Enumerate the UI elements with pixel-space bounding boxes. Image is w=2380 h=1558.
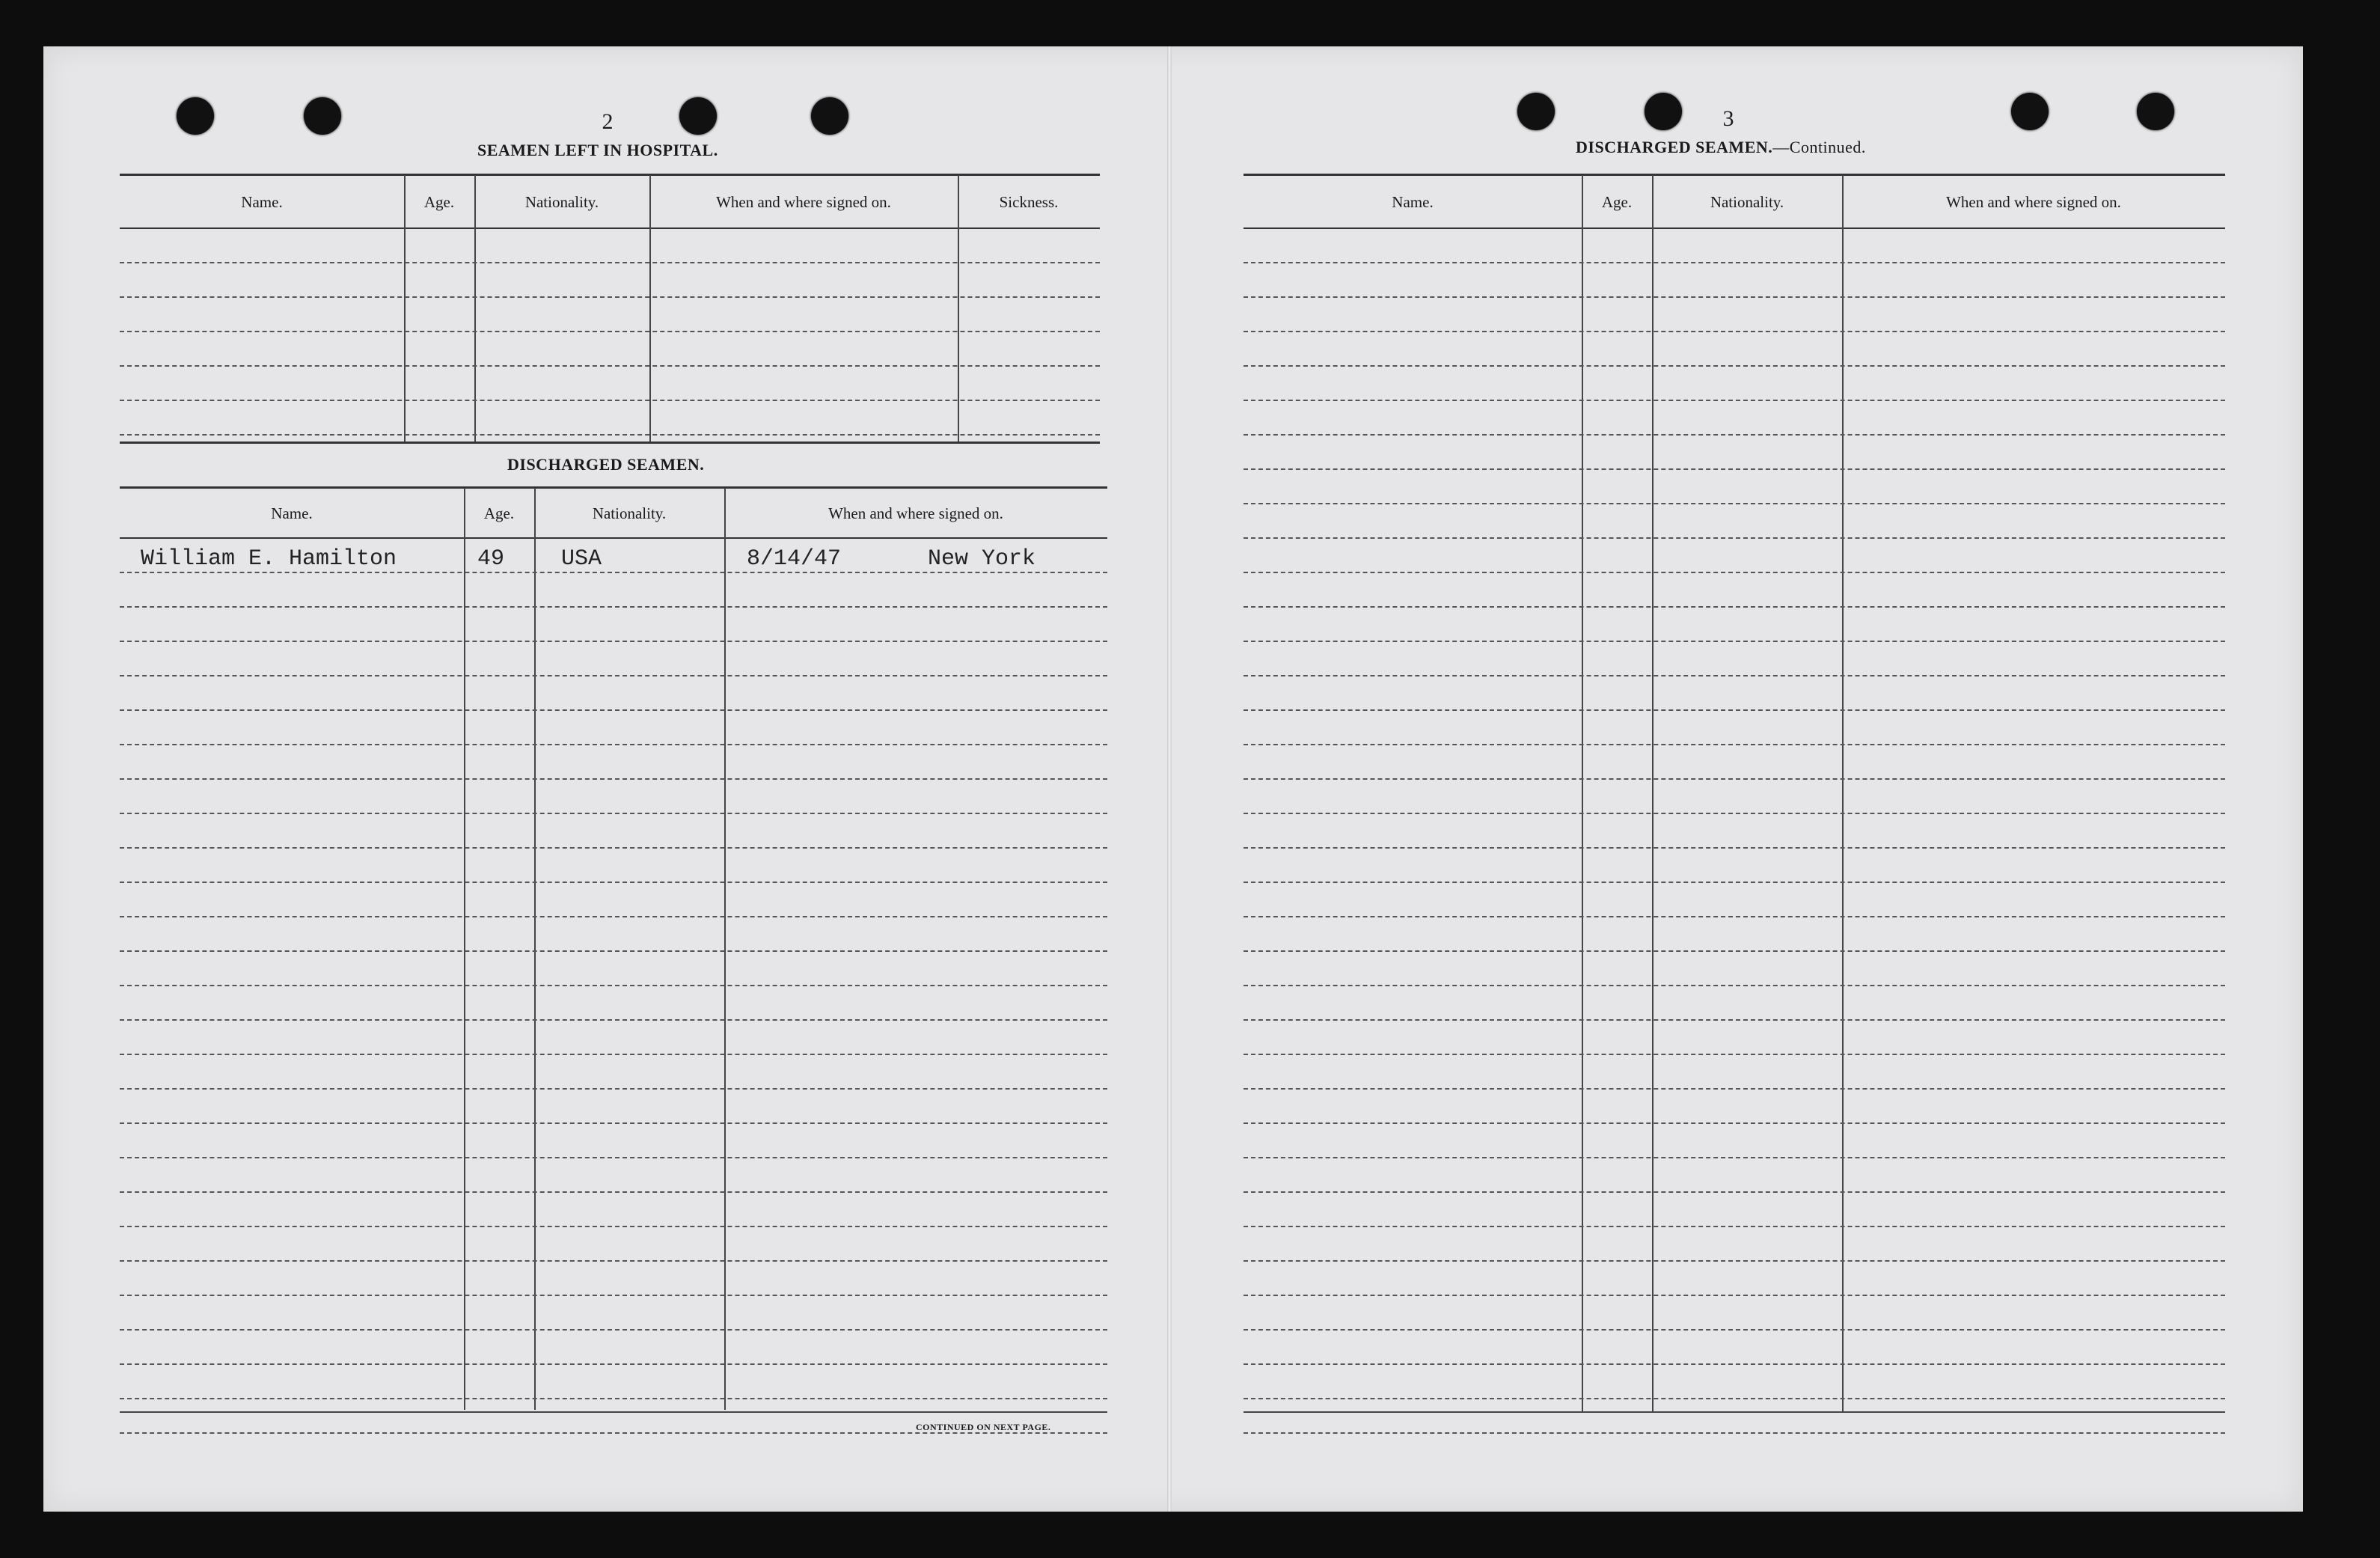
- table-row: [120, 1296, 1107, 1331]
- table-row: [120, 367, 1100, 401]
- punch-hole: [304, 97, 341, 135]
- continued-note: CONTINUED ON NEXT PAGE.: [916, 1422, 1051, 1432]
- discharged-table-right: [1243, 174, 2225, 1423]
- document-sheet: [43, 46, 2303, 1512]
- discharged-table-left: [120, 486, 1107, 1422]
- discharged-section-title: DISCHARGED SEAMEN.: [507, 455, 705, 474]
- table-row: [120, 229, 1100, 263]
- table-row: [120, 263, 1100, 298]
- col-header-signed-on: When and where signed on.: [716, 193, 891, 211]
- table-row: [1243, 1331, 2225, 1365]
- seaman-signed-place: New York: [928, 546, 1036, 572]
- table-row: [1243, 332, 2225, 367]
- table-row: [120, 401, 1100, 436]
- punch-hole: [811, 97, 848, 135]
- table-row: [1243, 676, 2225, 711]
- table-row: [1243, 1399, 2225, 1434]
- table-row: [120, 1262, 1107, 1296]
- table-row: [120, 849, 1107, 883]
- table-row: [120, 986, 1107, 1021]
- table-row: [120, 1055, 1107, 1090]
- table-row: [120, 883, 1107, 917]
- col-header-age: Age.: [1601, 193, 1633, 211]
- punch-hole: [177, 97, 214, 135]
- col-header-age: Age.: [483, 504, 515, 522]
- hospital-table: [120, 174, 1100, 495]
- table-row: [1243, 1158, 2225, 1193]
- table-row: [1243, 642, 2225, 676]
- punch-hole: [1517, 93, 1555, 130]
- table-row: [120, 1331, 1107, 1365]
- table-row: [120, 1227, 1107, 1262]
- table-row: [1243, 814, 2225, 849]
- col-header-name: Name.: [241, 193, 283, 211]
- table-row: [1243, 952, 2225, 986]
- table-row: [1243, 1365, 2225, 1399]
- table-row: [120, 1124, 1107, 1158]
- table-row: [1243, 780, 2225, 814]
- table-row: [120, 711, 1107, 745]
- table-row: [120, 539, 1107, 573]
- table-row: [1243, 401, 2225, 436]
- discharged-continued-title: [1576, 138, 1866, 157]
- table-row: [1243, 711, 2225, 745]
- table-row: [1243, 986, 2225, 1021]
- discharged-continued-title-main: DISCHARGED SEAMEN.: [1576, 138, 1773, 156]
- table-row: [1243, 1055, 2225, 1090]
- table-row: [1243, 539, 2225, 573]
- col-header-signed-on: When and where signed on.: [1946, 193, 2121, 211]
- seaman-signed-date: 8/14/47: [747, 546, 842, 572]
- punch-hole: [679, 97, 717, 135]
- punch-hole: [2011, 93, 2049, 130]
- table-row: [1243, 504, 2225, 539]
- table-row: [1243, 1021, 2225, 1055]
- table-row: [1243, 1227, 2225, 1262]
- table-row: [1243, 883, 2225, 917]
- col-header-age: Age.: [423, 193, 455, 211]
- table-row: [1243, 608, 2225, 642]
- col-header-sickness: Sickness.: [999, 193, 1059, 211]
- seaman-name: William E. Hamilton: [141, 546, 397, 572]
- table-row: [120, 952, 1107, 986]
- table-row: [120, 745, 1107, 780]
- page-number-left: 2: [602, 109, 614, 134]
- table-row: [1243, 573, 2225, 608]
- col-header-name: Name.: [1392, 193, 1434, 211]
- table-row: [120, 1158, 1107, 1193]
- col-header-nationality: Nationality.: [1710, 193, 1784, 211]
- table-row: [1243, 229, 2225, 263]
- table-row: [1243, 436, 2225, 470]
- table-row: [1243, 1296, 2225, 1331]
- seaman-age: 49: [477, 546, 505, 572]
- col-header-signed-on: When and where signed on.: [828, 504, 1003, 522]
- table-row: [1243, 917, 2225, 952]
- table-row: [1243, 745, 2225, 780]
- page-fold: [1167, 46, 1172, 1512]
- table-row: [120, 1090, 1107, 1124]
- table-row: [120, 676, 1107, 711]
- table-row: [120, 1193, 1107, 1227]
- hospital-section-title: SEAMEN LEFT IN HOSPITAL.: [477, 141, 718, 159]
- table-row: [120, 917, 1107, 952]
- col-header-nationality: Nationality.: [592, 504, 667, 522]
- table-row: [120, 642, 1107, 676]
- table-row: [120, 298, 1100, 332]
- table-row: [120, 780, 1107, 814]
- table-row: [1243, 1262, 2225, 1296]
- continued-suffix: —Continued.: [1772, 138, 1866, 156]
- punch-hole: [2137, 93, 2174, 130]
- table-row: [1243, 470, 2225, 504]
- punch-hole: [1645, 93, 1682, 130]
- table-row: [120, 332, 1100, 367]
- table-row: [1243, 1124, 2225, 1158]
- table-row: [120, 1021, 1107, 1055]
- page-number-right: 3: [1722, 106, 1734, 131]
- table-row: [1243, 367, 2225, 401]
- seaman-nationality: USA: [561, 546, 602, 572]
- table-row: [1243, 263, 2225, 298]
- table-row: [1243, 1193, 2225, 1227]
- table-row: [120, 1365, 1107, 1399]
- table-row: [120, 608, 1107, 642]
- col-header-nationality: Nationality.: [524, 193, 599, 211]
- table-row: [1243, 298, 2225, 332]
- table-row: [120, 814, 1107, 849]
- col-header-name: Name.: [271, 504, 313, 522]
- table-row: [120, 573, 1107, 608]
- table-row: [1243, 849, 2225, 883]
- table-row: [1243, 1090, 2225, 1124]
